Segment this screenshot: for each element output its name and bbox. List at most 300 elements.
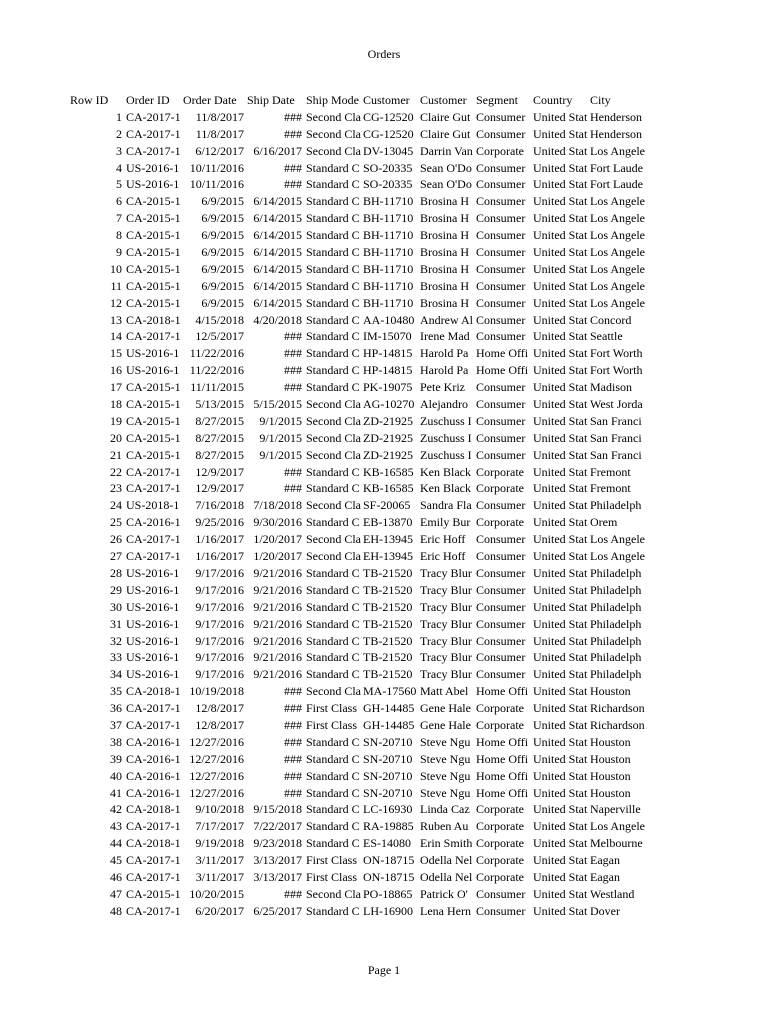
cell-customer-id: TB-21520: [363, 633, 413, 648]
table-row: [0, 244, 768, 261]
cell-order-date: 8/27/2015: [195, 430, 244, 445]
cell-order-date: 5/13/2015: [195, 397, 244, 412]
cell-ship-date: 9/21/2016: [253, 599, 302, 614]
cell-customer-name: Tracy Blur: [420, 633, 472, 648]
cell-city: Melbourne: [590, 836, 643, 851]
table-row: [0, 818, 768, 835]
cell-customer-name: Lena Hern: [420, 903, 471, 918]
cell-customer-name: Brosina H: [420, 295, 469, 310]
cell-order-id: CA-2017-1: [126, 329, 181, 344]
cell-customer-id: SO-20335: [363, 177, 413, 192]
cell-ship-date: ###: [284, 785, 302, 800]
cell-customer-id: KB-16585: [363, 464, 414, 479]
cell-ship-mode: Second Cla: [306, 532, 361, 547]
cell-city: Dover: [590, 903, 620, 918]
cell-row-id: 13: [110, 312, 122, 327]
cell-ship-mode: Standard C: [306, 836, 360, 851]
cell-customer-id: AG-10270: [363, 397, 415, 412]
cell-ship-date: ###: [284, 126, 302, 141]
cell-order-id: CA-2017-1: [126, 549, 181, 564]
cell-order-id: CA-2015-1: [126, 245, 181, 260]
cell-customer-name: Eric Hoff: [420, 532, 466, 547]
cell-order-id: CA-2017-1: [126, 126, 181, 141]
cell-ship-date: 4/20/2018: [253, 312, 302, 327]
cell-order-date: 12/9/2017: [195, 464, 244, 479]
cell-segment: Home Offi: [476, 751, 529, 766]
cell-customer-id: EB-13870: [363, 515, 413, 530]
cell-ship-mode: Standard C: [306, 211, 360, 226]
table-row: [0, 295, 768, 312]
cell-ship-date: ###: [284, 734, 302, 749]
cell-customer-id: SN-20710: [363, 734, 413, 749]
cell-row-id: 32: [110, 633, 122, 648]
cell-segment: Consumer: [476, 261, 526, 276]
cell-segment: Consumer: [476, 599, 526, 614]
cell-customer-id: RA-19885: [363, 819, 414, 834]
cell-customer-id: ZD-21925: [363, 413, 413, 428]
column-header-order-date: Order Date: [183, 93, 237, 107]
column-header-customer-name: Customer: [420, 93, 467, 107]
cell-country: United Stat: [533, 160, 588, 175]
cell-ship-date: ###: [284, 380, 302, 395]
cell-customer-name: Alejandro: [420, 397, 468, 412]
cell-order-id: US-2016-1: [126, 633, 180, 648]
cell-row-id: 1: [116, 109, 122, 124]
table-row: [0, 801, 768, 818]
cell-ship-date: ###: [284, 481, 302, 496]
cell-customer-name: Brosina H: [420, 228, 469, 243]
cell-order-date: 8/27/2015: [195, 413, 244, 428]
cell-segment: Consumer: [476, 228, 526, 243]
cell-ship-date: 1/20/2017: [253, 549, 302, 564]
cell-ship-mode: Standard C: [306, 464, 360, 479]
cell-order-date: 9/17/2016: [195, 633, 244, 648]
cell-ship-mode: First Class: [306, 701, 358, 716]
cell-city: Los Angele: [590, 194, 645, 209]
cell-order-date: 12/27/2016: [189, 785, 244, 800]
cell-row-id: 14: [110, 329, 122, 344]
cell-country: United Stat: [533, 768, 588, 783]
cell-customer-name: Patrick O': [420, 886, 468, 901]
cell-ship-mode: Second Cla: [306, 413, 361, 428]
table-row: [0, 261, 768, 278]
cell-customer-name: Tracy Blur: [420, 667, 472, 682]
cell-city: Westland: [590, 886, 635, 901]
cell-ship-mode: Standard C: [306, 346, 360, 361]
table-row: [0, 852, 768, 869]
cell-country: United Stat: [533, 684, 588, 699]
cell-country: United Stat: [533, 903, 588, 918]
table-row: [0, 480, 768, 497]
table-row: [0, 717, 768, 734]
cell-country: United Stat: [533, 886, 588, 901]
cell-customer-id: LC-16930: [363, 802, 413, 817]
cell-ship-mode: Standard C: [306, 295, 360, 310]
cell-segment: Consumer: [476, 397, 526, 412]
cell-row-id: 26: [110, 532, 122, 547]
cell-customer-id: PK-19075: [363, 380, 413, 395]
cell-customer-name: Sean O'Do: [420, 177, 472, 192]
cell-row-id: 37: [110, 717, 122, 732]
cell-customer-id: ZD-21925: [363, 430, 413, 445]
cell-city: San Franci: [590, 413, 642, 428]
column-header-ship-mode: Ship Mode: [306, 93, 360, 107]
cell-order-date: 9/25/2016: [195, 515, 244, 530]
table-row: [0, 362, 768, 379]
cell-city: Eagan: [590, 853, 620, 868]
cell-ship-mode: Standard C: [306, 329, 360, 344]
cell-country: United Stat: [533, 481, 588, 496]
cell-ship-mode: Standard C: [306, 515, 360, 530]
cell-country: United Stat: [533, 701, 588, 716]
cell-customer-id: SN-20710: [363, 751, 413, 766]
cell-customer-name: Tracy Blur: [420, 565, 472, 580]
cell-city: Los Angele: [590, 228, 645, 243]
cell-row-id: 11: [110, 278, 122, 293]
cell-order-date: 6/9/2015: [201, 211, 244, 226]
cell-customer-id: BH-11710: [363, 228, 414, 243]
cell-country: United Stat: [533, 143, 588, 158]
cell-ship-mode: Second Cla: [306, 143, 361, 158]
cell-customer-name: Brosina H: [420, 194, 469, 209]
cell-ship-date: 9/21/2016: [253, 633, 302, 648]
cell-row-id: 2: [116, 126, 122, 141]
cell-order-date: 6/9/2015: [201, 261, 244, 276]
cell-country: United Stat: [533, 717, 588, 732]
cell-customer-name: Tracy Blur: [420, 616, 472, 631]
cell-ship-date: 7/18/2018: [253, 498, 302, 513]
cell-customer-id: HP-14815: [363, 346, 413, 361]
table-row: [0, 514, 768, 531]
cell-ship-date: ###: [284, 346, 302, 361]
cell-row-id: 15: [110, 346, 122, 361]
cell-segment: Corporate: [476, 853, 524, 868]
cell-customer-name: Darrin Van: [420, 143, 473, 158]
cell-city: San Franci: [590, 430, 642, 445]
cell-country: United Stat: [533, 836, 588, 851]
cell-ship-date: ###: [284, 684, 302, 699]
cell-order-id: US-2018-1: [126, 498, 180, 513]
cell-ship-mode: First Class: [306, 869, 358, 884]
cell-customer-name: Ken Black: [420, 481, 471, 496]
cell-country: United Stat: [533, 532, 588, 547]
table-row: [0, 903, 768, 920]
cell-segment: Consumer: [476, 177, 526, 192]
table-row: [0, 312, 768, 329]
cell-row-id: 21: [110, 447, 122, 462]
cell-country: United Stat: [533, 177, 588, 192]
cell-ship-mode: Second Cla: [306, 549, 361, 564]
table-row: [0, 143, 768, 160]
cell-customer-id: HP-14815: [363, 363, 413, 378]
cell-country: United Stat: [533, 464, 588, 479]
table-row: [0, 751, 768, 768]
cell-country: United Stat: [533, 278, 588, 293]
cell-country: United Stat: [533, 853, 588, 868]
cell-segment: Consumer: [476, 160, 526, 175]
cell-ship-date: 6/25/2017: [253, 903, 302, 918]
cell-customer-name: Brosina H: [420, 211, 469, 226]
cell-customer-name: Tracy Blur: [420, 582, 472, 597]
column-header-customer-id: Customer: [363, 93, 410, 107]
cell-ship-date: 6/14/2015: [253, 228, 302, 243]
cell-country: United Stat: [533, 261, 588, 276]
cell-segment: Home Offi: [476, 684, 529, 699]
cell-segment: Corporate: [476, 869, 524, 884]
cell-ship-mode: Standard C: [306, 261, 360, 276]
cell-ship-date: ###: [284, 751, 302, 766]
cell-customer-name: Steve Ngu: [420, 768, 471, 783]
cell-row-id: 23: [110, 481, 122, 496]
cell-order-date: 8/27/2015: [195, 447, 244, 462]
cell-row-id: 6: [116, 194, 122, 209]
cell-customer-id: TB-21520: [363, 667, 413, 682]
table-row: [0, 497, 768, 514]
cell-ship-date: 6/16/2017: [253, 143, 302, 158]
cell-customer-id: CG-12520: [363, 126, 414, 141]
cell-order-id: CA-2017-1: [126, 869, 181, 884]
cell-country: United Stat: [533, 329, 588, 344]
cell-ship-mode: Standard C: [306, 667, 360, 682]
cell-customer-id: KB-16585: [363, 481, 414, 496]
cell-segment: Consumer: [476, 650, 526, 665]
cell-customer-id: GH-14485: [363, 701, 415, 716]
cell-ship-mode: Standard C: [306, 245, 360, 260]
cell-customer-id: MA-17560: [363, 684, 417, 699]
column-header-segment: Segment: [476, 93, 518, 107]
cell-ship-mode: Second Cla: [306, 447, 361, 462]
cell-segment: Corporate: [476, 515, 524, 530]
cell-order-date: 9/17/2016: [195, 650, 244, 665]
cell-segment: Consumer: [476, 616, 526, 631]
cell-country: United Stat: [533, 447, 588, 462]
table-row: [0, 464, 768, 481]
table-row: [0, 160, 768, 177]
cell-order-id: CA-2017-1: [126, 819, 181, 834]
cell-order-date: 6/9/2015: [201, 295, 244, 310]
cell-customer-name: Zuschuss I: [420, 447, 472, 462]
cell-customer-name: Zuschuss I: [420, 413, 472, 428]
cell-city: Philadelph: [590, 633, 642, 648]
cell-customer-name: Matt Abel: [420, 684, 469, 699]
cell-city: Los Angele: [590, 211, 645, 226]
cell-customer-id: LH-16900: [363, 903, 413, 918]
cell-customer-id: BH-11710: [363, 211, 414, 226]
cell-country: United Stat: [533, 109, 588, 124]
cell-city: San Franci: [590, 447, 642, 462]
cell-city: Richardson: [590, 717, 645, 732]
cell-customer-name: Harold Pa: [420, 346, 469, 361]
cell-customer-name: Brosina H: [420, 278, 469, 293]
cell-customer-id: AA-10480: [363, 312, 415, 327]
cell-customer-name: Ruben Au: [420, 819, 469, 834]
cell-customer-name: Claire Gut: [420, 126, 471, 141]
page-number: Page 1: [367, 963, 401, 977]
cell-row-id: 17: [110, 380, 122, 395]
cell-row-id: 44: [110, 836, 122, 851]
table-row: [0, 345, 768, 362]
cell-customer-id: BH-11710: [363, 261, 414, 276]
cell-customer-id: SF-20065: [363, 498, 411, 513]
cell-order-id: CA-2015-1: [126, 380, 181, 395]
cell-row-id: 16: [110, 363, 122, 378]
table-row: [0, 210, 768, 227]
cell-customer-id: SO-20335: [363, 160, 413, 175]
table-row: [0, 666, 768, 683]
table-row: [0, 582, 768, 599]
cell-city: Philadelph: [590, 498, 642, 513]
cell-order-date: 9/17/2016: [195, 616, 244, 631]
cell-customer-name: Steve Ngu: [420, 785, 471, 800]
cell-order-date: 3/11/2017: [195, 853, 244, 868]
cell-order-id: US-2016-1: [126, 565, 180, 580]
cell-order-date: 12/27/2016: [189, 734, 244, 749]
cell-ship-date: ###: [284, 464, 302, 479]
cell-ship-mode: Standard C: [306, 160, 360, 175]
cell-city: Seattle: [590, 329, 623, 344]
cell-country: United Stat: [533, 295, 588, 310]
cell-customer-name: Brosina H: [420, 245, 469, 260]
cell-ship-date: ###: [284, 768, 302, 783]
cell-city: Los Angele: [590, 278, 645, 293]
cell-row-id: 5: [116, 177, 122, 192]
cell-segment: Consumer: [476, 312, 526, 327]
cell-order-date: 11/8/2017: [195, 109, 244, 124]
cell-country: United Stat: [533, 819, 588, 834]
cell-city: Philadelph: [590, 599, 642, 614]
cell-country: United Stat: [533, 650, 588, 665]
cell-city: Houston: [590, 785, 631, 800]
cell-ship-mode: Second Cla: [306, 886, 361, 901]
cell-order-id: CA-2018-1: [126, 312, 181, 327]
cell-row-id: 3: [116, 143, 122, 158]
cell-ship-mode: Standard C: [306, 819, 360, 834]
cell-customer-name: Odella Nel: [420, 869, 473, 884]
cell-segment: Consumer: [476, 565, 526, 580]
cell-order-id: US-2016-1: [126, 667, 180, 682]
cell-ship-date: 6/14/2015: [253, 211, 302, 226]
cell-order-date: 10/11/2016: [189, 160, 244, 175]
cell-customer-name: Harold Pa: [420, 363, 469, 378]
cell-ship-mode: Standard C: [306, 278, 360, 293]
cell-ship-date: 9/21/2016: [253, 616, 302, 631]
cell-country: United Stat: [533, 751, 588, 766]
cell-segment: Consumer: [476, 430, 526, 445]
cell-country: United Stat: [533, 430, 588, 445]
table-row: [0, 396, 768, 413]
cell-city: Orem: [590, 515, 618, 530]
cell-customer-id: ON-18715: [363, 853, 415, 868]
cell-order-date: 7/17/2017: [195, 819, 244, 834]
cell-order-id: CA-2015-1: [126, 397, 181, 412]
cell-customer-id: TB-21520: [363, 616, 413, 631]
cell-order-date: 6/12/2017: [195, 143, 244, 158]
table-row: [0, 565, 768, 582]
cell-order-date: 1/16/2017: [195, 532, 244, 547]
cell-ship-mode: Standard C: [306, 177, 360, 192]
cell-customer-name: Steve Ngu: [420, 734, 471, 749]
cell-order-id: CA-2016-1: [126, 734, 181, 749]
column-header-row-id: Row ID: [70, 93, 109, 107]
cell-ship-mode: Standard C: [306, 312, 360, 327]
orders-table: [0, 92, 768, 920]
cell-order-date: 7/16/2018: [195, 498, 244, 513]
cell-order-date: 4/15/2018: [195, 312, 244, 327]
cell-customer-id: IM-15070: [363, 329, 412, 344]
cell-order-date: 9/19/2018: [195, 836, 244, 851]
cell-ship-mode: Second Cla: [306, 109, 361, 124]
cell-order-id: CA-2016-1: [126, 751, 181, 766]
cell-city: Fort Worth: [590, 346, 643, 361]
cell-segment: Home Offi: [476, 346, 529, 361]
cell-order-date: 11/8/2017: [195, 126, 244, 141]
cell-customer-name: Odella Nel: [420, 853, 473, 868]
cell-order-id: CA-2015-1: [126, 447, 181, 462]
cell-ship-date: 1/20/2017: [253, 532, 302, 547]
cell-row-id: 39: [110, 751, 122, 766]
cell-country: United Stat: [533, 363, 588, 378]
cell-ship-date: ###: [284, 701, 302, 716]
cell-ship-mode: Second Cla: [306, 397, 361, 412]
table-row: [0, 700, 768, 717]
cell-ship-date: 9/1/2015: [259, 430, 302, 445]
cell-ship-date: 3/13/2017: [253, 869, 302, 884]
table-row: [0, 548, 768, 565]
cell-order-id: US-2016-1: [126, 582, 180, 597]
cell-segment: Consumer: [476, 903, 526, 918]
cell-order-date: 10/19/2018: [189, 684, 244, 699]
cell-segment: Consumer: [476, 109, 526, 124]
cell-row-id: 4: [116, 160, 122, 175]
cell-country: United Stat: [533, 228, 588, 243]
table-row: [0, 785, 768, 802]
cell-country: United Stat: [533, 734, 588, 749]
cell-segment: Home Offi: [476, 768, 529, 783]
cell-ship-date: 9/21/2016: [253, 650, 302, 665]
cell-ship-date: ###: [284, 886, 302, 901]
table-row: [0, 886, 768, 903]
cell-row-id: 35: [110, 684, 122, 699]
table-row: [0, 413, 768, 430]
cell-order-id: US-2016-1: [126, 346, 180, 361]
cell-ship-date: 5/15/2015: [253, 397, 302, 412]
cell-order-id: CA-2015-1: [126, 194, 181, 209]
cell-customer-name: Linda Caz: [420, 802, 470, 817]
cell-ship-date: 7/22/2017: [253, 819, 302, 834]
cell-order-id: CA-2017-1: [126, 464, 181, 479]
cell-order-date: 11/11/2015: [190, 380, 244, 395]
cell-segment: Consumer: [476, 126, 526, 141]
cell-row-id: 9: [116, 245, 122, 260]
cell-city: Houston: [590, 684, 631, 699]
table-row: [0, 447, 768, 464]
cell-customer-name: Zuschuss I: [420, 430, 472, 445]
cell-city: Los Angele: [590, 295, 645, 310]
cell-city: Houston: [590, 734, 631, 749]
cell-order-id: CA-2018-1: [126, 836, 181, 851]
cell-customer-id: BH-11710: [363, 245, 414, 260]
cell-customer-name: Pete Kriz: [420, 380, 465, 395]
cell-order-id: CA-2016-1: [126, 785, 181, 800]
cell-country: United Stat: [533, 380, 588, 395]
cell-customer-id: EH-13945: [363, 532, 413, 547]
cell-order-id: CA-2017-1: [126, 143, 181, 158]
cell-row-id: 18: [110, 397, 122, 412]
table-header-row: [0, 92, 768, 109]
cell-city: Los Angele: [590, 143, 645, 158]
cell-order-id: US-2016-1: [126, 650, 180, 665]
cell-customer-id: TB-21520: [363, 582, 413, 597]
